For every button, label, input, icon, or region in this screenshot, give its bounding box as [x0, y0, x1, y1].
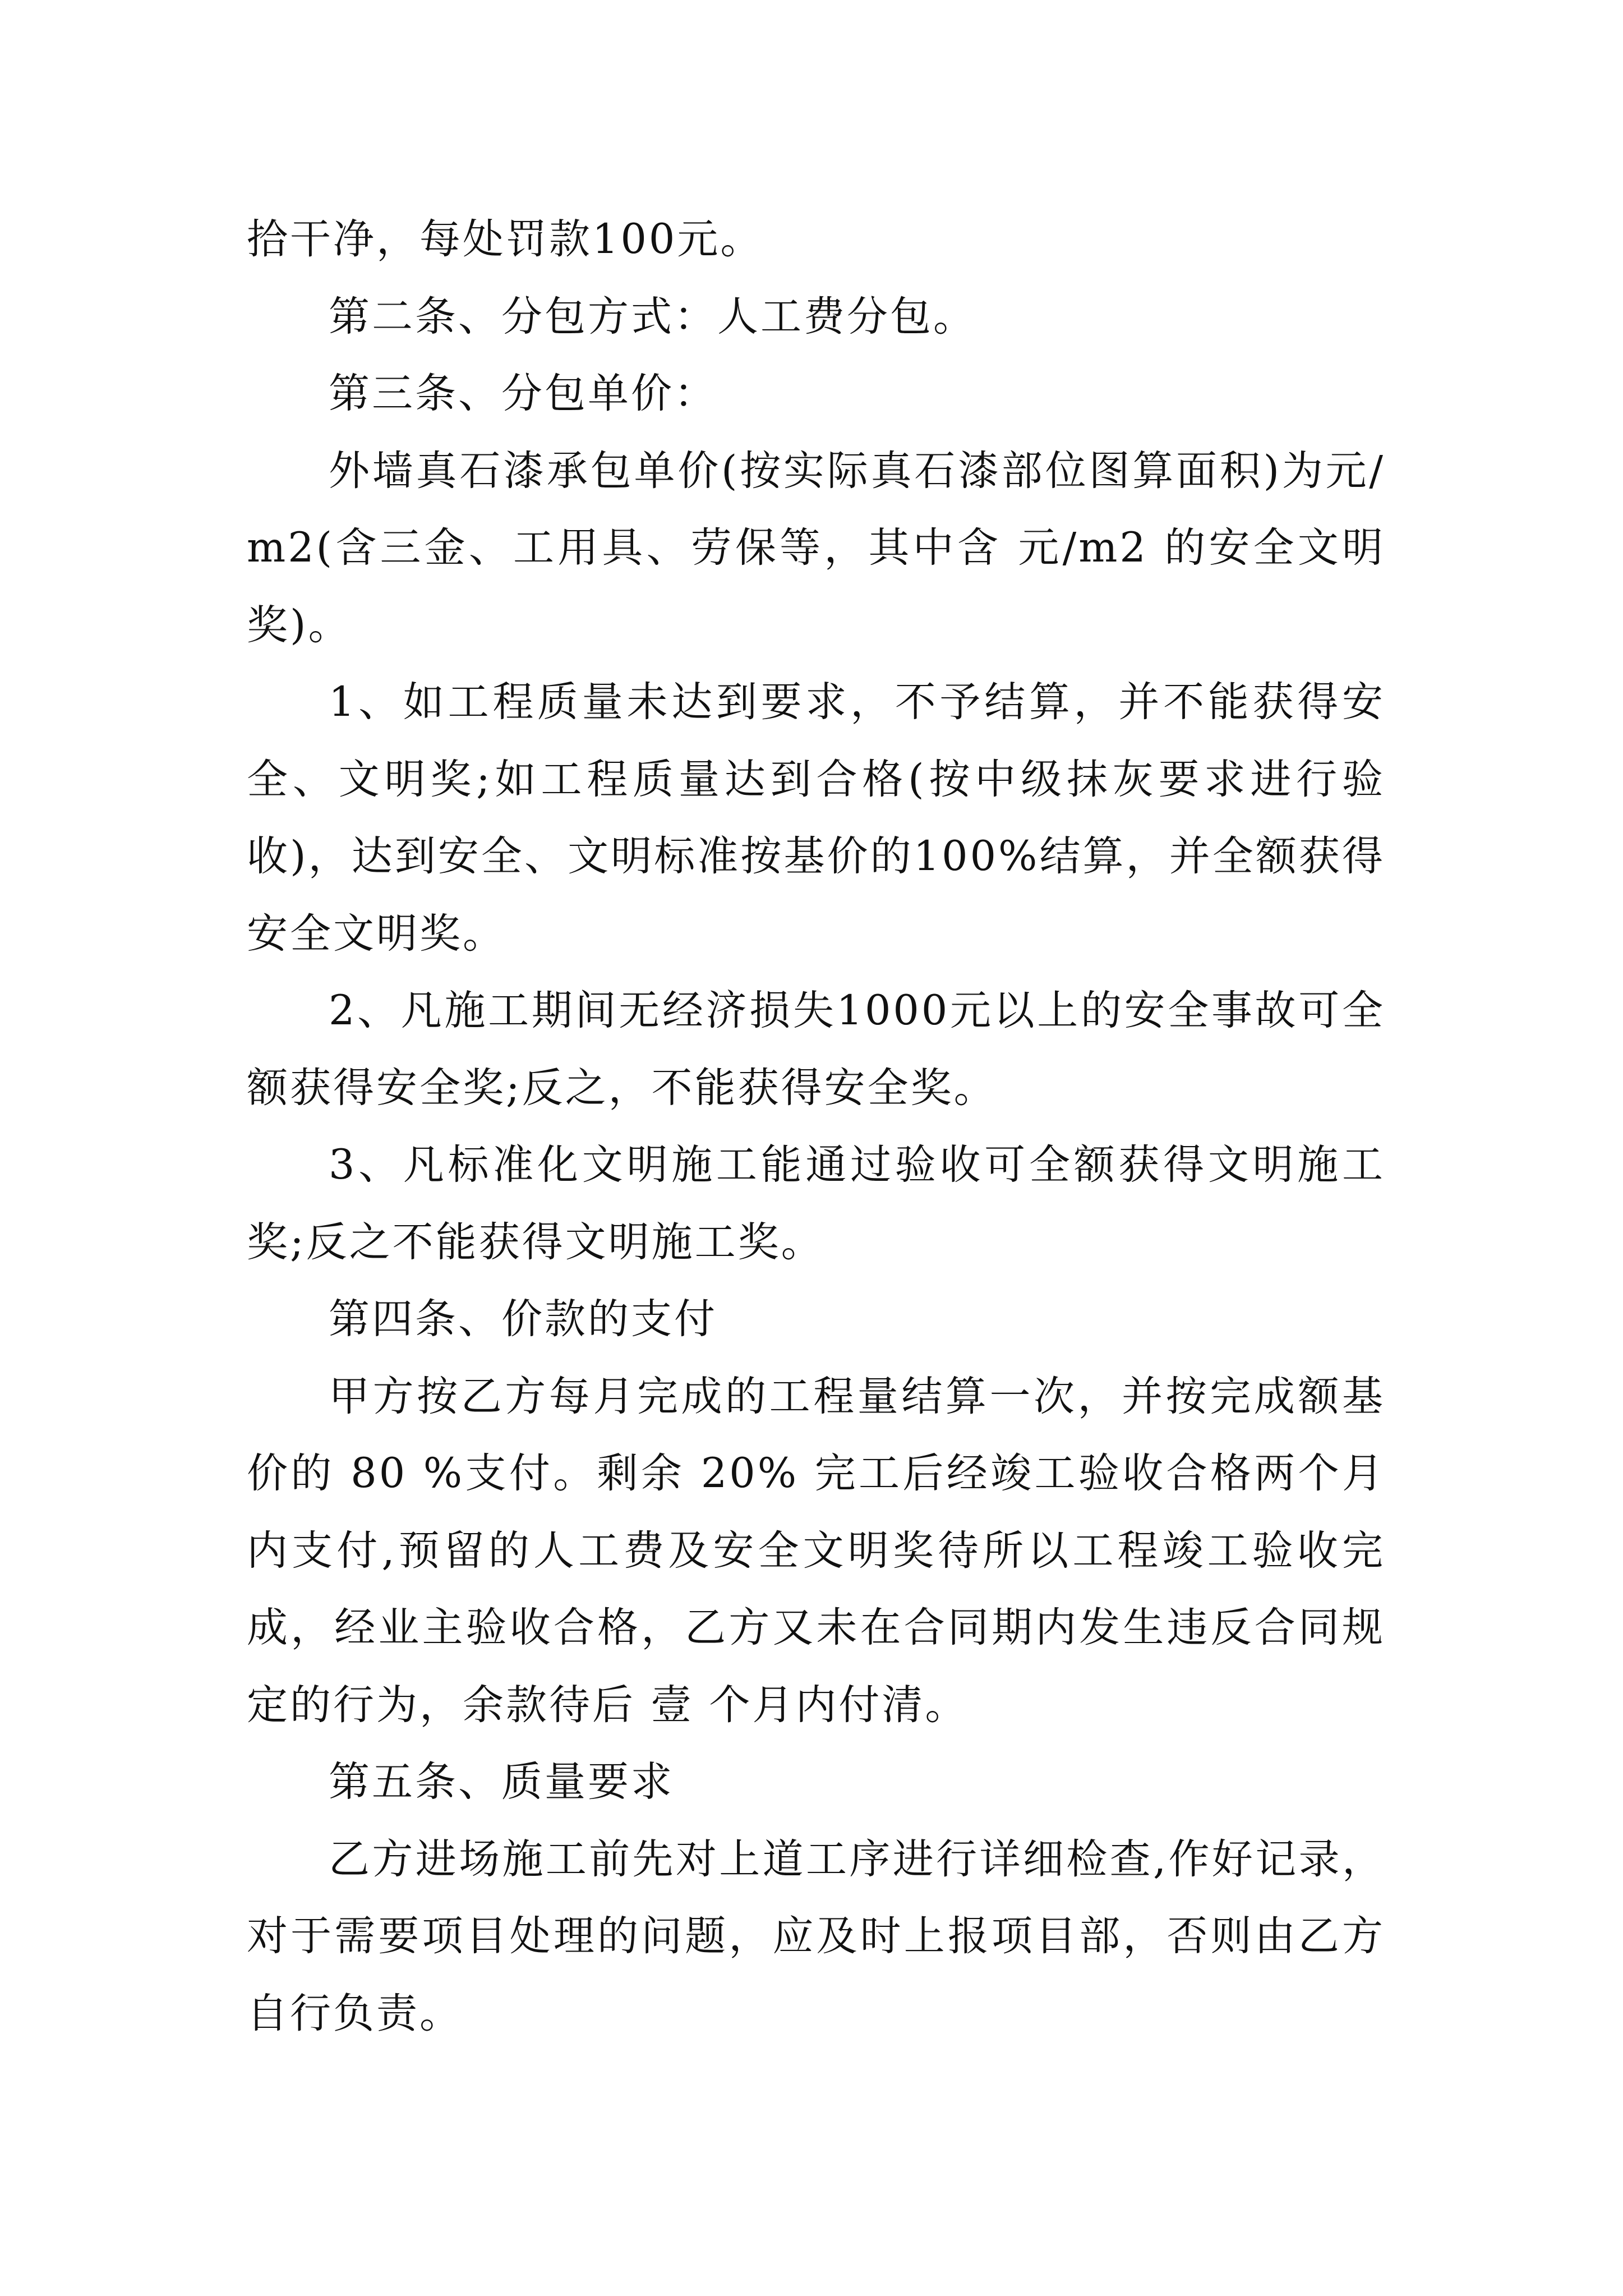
- paragraph-payment-terms: 甲方按乙方每月完成的工程量结算一次，并按完成额基价的 80 %支付。剩余 20% 完工后经竣工验收合格两个月内支付,预留的人工费及安全文明奖待所以工程竣工验收完成，经业主验收合格，乙方又未在合同期内发生违反合同规定的行为，余款待后 壹 个月内付清。: [247, 1372, 1385, 1729]
- paragraph-article-3-heading: 第三条、分包单价：: [329, 370, 717, 417]
- document-body: [247, 201, 1385, 2052]
- paragraph-clause-2: 2、凡施工期间无经济损失1000元以上的安全事故可全额获得安全奖;反之，不能获得安全奖。: [247, 987, 1385, 1112]
- paragraph-clause-1: 1、如工程质量未达到要求，不予结算，并不能获得安全、文明奖;如工程质量达到合格(按中级抹灰要求进行验收)，达到安全、文明标准按基价的100%结算，并全额获得安全文明奖。: [247, 678, 1385, 958]
- paragraph-article-5-heading: 第五条、质量要求: [329, 1758, 674, 1806]
- paragraph-penalty-tail: 拾干净，每处罚款100元。: [247, 215, 764, 263]
- paragraph-unit-price: 外墙真石漆承包单价(按实际真石漆部位图算面积)为元/m2(含三金、工用具、劳保等，其中含 元/m2 的安全文明奖)。: [247, 447, 1385, 649]
- paragraph-quality-requirements: 乙方进场施工前先对上道工序进行详细检查,作好记录，对于需要项目处理的问题，应及时上报项目部，否则由乙方自行负责。: [247, 1835, 1385, 2037]
- paragraph-clause-3: 3、凡标准化文明施工能通过验收可全额获得文明施工奖;反之不能获得文明施工奖。: [247, 1141, 1385, 1266]
- paragraph-article-4-heading: 第四条、价款的支付: [329, 1295, 717, 1343]
- paragraph-article-2-method: 第二条、分包方式：人工费分包。: [329, 292, 976, 341]
